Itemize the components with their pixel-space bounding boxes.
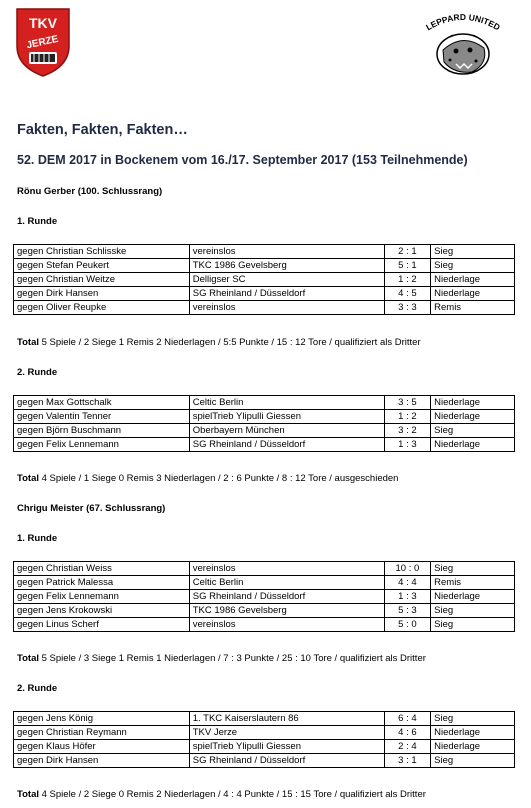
total-text: 4 Spiele / 1 Siege 0 Remis 3 Niederlagen / 2 : 6 Punkte / 8 : 12 Tore / ausgeschieden xyxy=(39,473,399,484)
club-cell: Celtic Berlin xyxy=(189,396,384,410)
club-cell: spielTrieb Ylipulli Giessen xyxy=(189,740,384,754)
club-cell: SG Rheinland / Düsseldorf xyxy=(189,754,384,768)
opponent-cell: gegen Felix Lennemann xyxy=(14,438,190,452)
score-cell: 2 : 1 xyxy=(384,245,430,259)
result-cell: Remis xyxy=(431,301,515,315)
table-row xyxy=(14,259,515,273)
score-cell: 10 : 0 xyxy=(384,562,430,576)
opponent-cell: gegen Jens König xyxy=(14,712,190,726)
club-cell: vereinslos xyxy=(189,245,384,259)
opponent-cell: gegen Christian Weitze xyxy=(14,273,190,287)
result-cell: Niederlage xyxy=(431,273,515,287)
club-cell: SG Rheinland / Düsseldorf xyxy=(189,438,384,452)
result-cell: Sieg xyxy=(431,424,515,438)
results-table xyxy=(13,395,515,452)
result-cell: Sieg xyxy=(431,604,515,618)
table-row xyxy=(14,618,515,632)
result-cell: Sieg xyxy=(431,259,515,273)
result-cell: Sieg xyxy=(431,712,515,726)
svg-text:TKV: TKV xyxy=(29,15,57,31)
player-name: Rönu Gerber (100. Schlussrang) xyxy=(17,186,163,197)
round-heading: 1. Runde xyxy=(17,533,58,544)
table-row xyxy=(14,562,515,576)
page-title: Fakten, Fakten, Fakten… xyxy=(17,122,188,138)
club-cell: TKV Jerze xyxy=(189,726,384,740)
table-row xyxy=(14,410,515,424)
table-row xyxy=(14,245,515,259)
round-heading: 2. Runde xyxy=(17,367,58,378)
score-cell: 4 : 4 xyxy=(384,576,430,590)
club-cell: SG Rheinland / Düsseldorf xyxy=(189,287,384,301)
table-row xyxy=(14,396,515,410)
club-cell: Celtic Berlin xyxy=(189,576,384,590)
score-cell: 4 : 5 xyxy=(384,287,430,301)
club-cell: vereinslos xyxy=(189,618,384,632)
opponent-cell: gegen Christian Schlisske xyxy=(14,245,190,259)
club-cell: TKC 1986 Gevelsberg xyxy=(189,604,384,618)
total-label: Total xyxy=(17,473,39,484)
tkv-jerze-logo xyxy=(14,6,72,78)
score-cell: 3 : 5 xyxy=(384,396,430,410)
total-label: Total xyxy=(17,337,39,348)
table-row xyxy=(14,301,515,315)
result-cell: Niederlage xyxy=(431,287,515,301)
svg-text:LEPPARD UNITED: LEPPARD UNITED xyxy=(424,11,502,33)
table-row xyxy=(14,726,515,740)
result-cell: Remis xyxy=(431,576,515,590)
score-cell: 1 : 2 xyxy=(384,410,430,424)
score-cell: 2 : 4 xyxy=(384,740,430,754)
result-cell: Niederlage xyxy=(431,396,515,410)
result-cell: Niederlage xyxy=(431,740,515,754)
total-text: 5 Spiele / 2 Siege 1 Remis 2 Niederlagen / 5:5 Punkte / 15 : 12 Tore / qualifiziert als Dritter xyxy=(39,337,421,348)
event-title: 52. DEM 2017 in Bockenem vom 16./17. September 2017 (153 Teilnehmende) xyxy=(17,153,468,167)
opponent-cell: gegen Björn Buschmann xyxy=(14,424,190,438)
opponent-cell: gegen Linus Scherf xyxy=(14,618,190,632)
player-name: Chrigu Meister (67. Schlussrang) xyxy=(17,503,166,514)
score-cell: 4 : 6 xyxy=(384,726,430,740)
round-heading: 1. Runde xyxy=(17,216,58,227)
club-cell: TKC 1986 Gevelsberg xyxy=(189,259,384,273)
result-cell: Niederlage xyxy=(431,410,515,424)
club-cell: vereinslos xyxy=(189,562,384,576)
table-row xyxy=(14,424,515,438)
score-cell: 6 : 4 xyxy=(384,712,430,726)
score-cell: 3 : 3 xyxy=(384,301,430,315)
score-cell: 3 : 2 xyxy=(384,424,430,438)
result-cell: Sieg xyxy=(431,754,515,768)
total-text: 4 Spiele / 2 Siege 0 Remis 2 Niederlagen / 4 : 4 Punkte / 15 : 15 Tore / qualifiziert als Dritter xyxy=(39,789,426,800)
club-cell: SG Rheinland / Düsseldorf xyxy=(189,590,384,604)
club-cell: Delligser SC xyxy=(189,273,384,287)
score-cell: 1 : 3 xyxy=(384,438,430,452)
table-row xyxy=(14,590,515,604)
opponent-cell: gegen Valentin Tenner xyxy=(14,410,190,424)
opponent-cell: gegen Christian Reymann xyxy=(14,726,190,740)
opponent-cell: gegen Felix Lennemann xyxy=(14,590,190,604)
round-total xyxy=(17,789,426,800)
result-cell: Niederlage xyxy=(431,726,515,740)
total-label: Total xyxy=(17,789,39,800)
score-cell: 1 : 3 xyxy=(384,590,430,604)
table-row xyxy=(14,740,515,754)
club-cell: spielTrieb Ylipulli Giessen xyxy=(189,410,384,424)
table-row xyxy=(14,754,515,768)
score-cell: 3 : 1 xyxy=(384,754,430,768)
round-total xyxy=(17,337,421,348)
results-table xyxy=(13,244,515,315)
result-cell: Sieg xyxy=(431,618,515,632)
opponent-cell: gegen Oliver Reupke xyxy=(14,301,190,315)
table-row xyxy=(14,273,515,287)
table-row xyxy=(14,604,515,618)
table-row xyxy=(14,712,515,726)
opponent-cell: gegen Patrick Malessa xyxy=(14,576,190,590)
result-cell: Sieg xyxy=(431,245,515,259)
score-cell: 5 : 0 xyxy=(384,618,430,632)
score-cell: 5 : 3 xyxy=(384,604,430,618)
results-table xyxy=(13,711,515,768)
table-row xyxy=(14,438,515,452)
leppard-united-logo xyxy=(418,6,508,78)
opponent-cell: gegen Dirk Hansen xyxy=(14,287,190,301)
result-cell: Niederlage xyxy=(431,438,515,452)
opponent-cell: gegen Stefan Peukert xyxy=(14,259,190,273)
score-cell: 1 : 2 xyxy=(384,273,430,287)
table-row xyxy=(14,576,515,590)
round-total xyxy=(17,473,398,484)
opponent-cell: gegen Jens Krokowski xyxy=(14,604,190,618)
opponent-cell: gegen Dirk Hansen xyxy=(14,754,190,768)
opponent-cell: gegen Max Gottschalk xyxy=(14,396,190,410)
total-label: Total xyxy=(17,653,39,664)
round-heading: 2. Runde xyxy=(17,683,58,694)
club-cell: 1. TKC Kaiserslautern 86 xyxy=(189,712,384,726)
total-text: 5 Spiele / 3 Siege 1 Remis 1 Niederlagen / 7 : 3 Punkte / 25 : 10 Tore / qualifiziert als Dritter xyxy=(39,653,426,664)
club-cell: Oberbayern München xyxy=(189,424,384,438)
opponent-cell: gegen Klaus Höfer xyxy=(14,740,190,754)
result-cell: Niederlage xyxy=(431,590,515,604)
results-table xyxy=(13,561,515,632)
svg-text:JERZE: JERZE xyxy=(25,33,60,52)
club-cell: vereinslos xyxy=(189,301,384,315)
score-cell: 5 : 1 xyxy=(384,259,430,273)
opponent-cell: gegen Christian Weiss xyxy=(14,562,190,576)
table-row xyxy=(14,287,515,301)
round-total xyxy=(17,653,426,664)
result-cell: Sieg xyxy=(431,562,515,576)
